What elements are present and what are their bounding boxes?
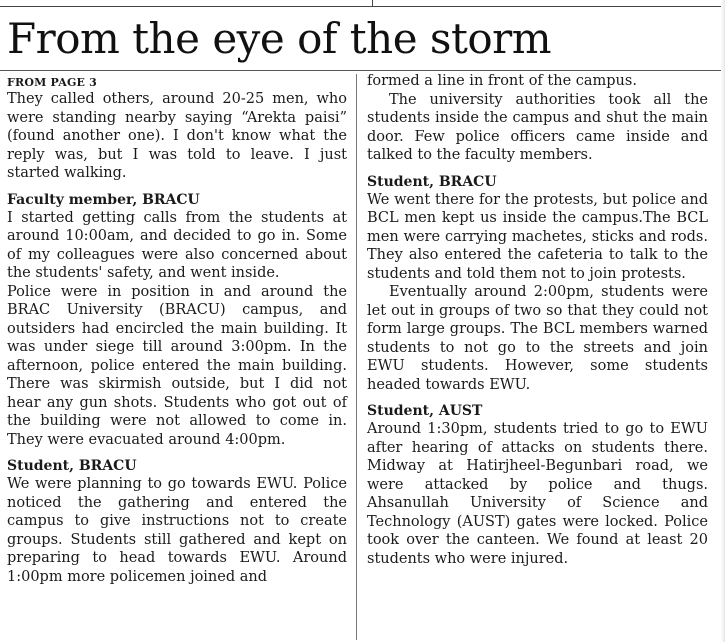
intro-paragraph: They called others, around 20-25 men, who were standing nearby saying “Arekta paisi” (found another one). I don't know what the reply was, but I was told to leave. I just started walking. — [7, 91, 347, 181]
right-column — [367, 72, 708, 568]
student-bracu-1-paragraph: We were planning to go towards EWU. Police noticed the gathering and entered the campus to give instructions not to create groups. Students still gathered and kept on preparing to head towards EWU. Around 1:00pm more policemen joined and — [7, 476, 347, 585]
student-aust-paragraph: Around 1:30pm, students tried to go to EWU after hearing of attacks on students there. Midway at Hatirjheel-Begunbari road, we were attacked by police and thugs. Ahsanullah University of Science and Technology (AUST) gates were locked. Police took over the canteen. We found at least 20 students who were injured. — [367, 421, 708, 567]
section-heading-student-bracu-2: Student, BRACU — [367, 173, 497, 190]
page-edge — [721, 0, 725, 642]
continuation-label: FROM PAGE 3 — [7, 76, 98, 89]
top-tick — [372, 0, 373, 6]
headline-rule — [0, 70, 725, 71]
faculty-paragraph-2: Police were in position in and around the BRAC University (BRACU) campus, and outsiders had encircled the main building. It was under siege till around 3:00pm. In the afternoon, police entered the main building. There was skirmish outside, but I did not hear any gun shots. Students who got out of the building were not allowed to come in. They were evacuated around 4:00pm. — [7, 283, 347, 448]
continued-paragraph: formed a line in front of the campus. — [367, 73, 637, 89]
section-heading-student-aust: Student, AUST — [367, 403, 483, 419]
left-column — [7, 72, 347, 586]
headline: From the eye of the storm — [7, 14, 552, 63]
section-heading-faculty: Faculty member, BRACU — [7, 191, 200, 208]
continued-paragraph-2: The university authorities took all the students inside the campus and shut the main door. Few police officers came inside and talked to the faculty members. — [367, 91, 708, 163]
section-heading-student-bracu-1: Student, BRACU — [7, 458, 137, 474]
column-divider — [356, 74, 357, 640]
faculty-paragraph-1: I started getting calls from the students at around 10:00am, and decided to go in. Some of my colleagues were also concerned about the students' safety, and went inside. — [7, 209, 347, 281]
student-bracu-2-paragraph-2: Eventually around 2:00pm, students were let out in groups of two so that they could not form large groups. The BCL members warned students to not go to the streets and join EWU students. However, some students headed towards EWU. — [367, 284, 708, 393]
student-bracu-2-paragraph-1: We went there for the protests, but police and BCL men kept us inside the campus.The BCL men were carrying machetes, sticks and rods. They also entered the cafeteria to talk to the students and told them not to join protests. — [367, 191, 708, 282]
top-rule — [0, 6, 725, 7]
